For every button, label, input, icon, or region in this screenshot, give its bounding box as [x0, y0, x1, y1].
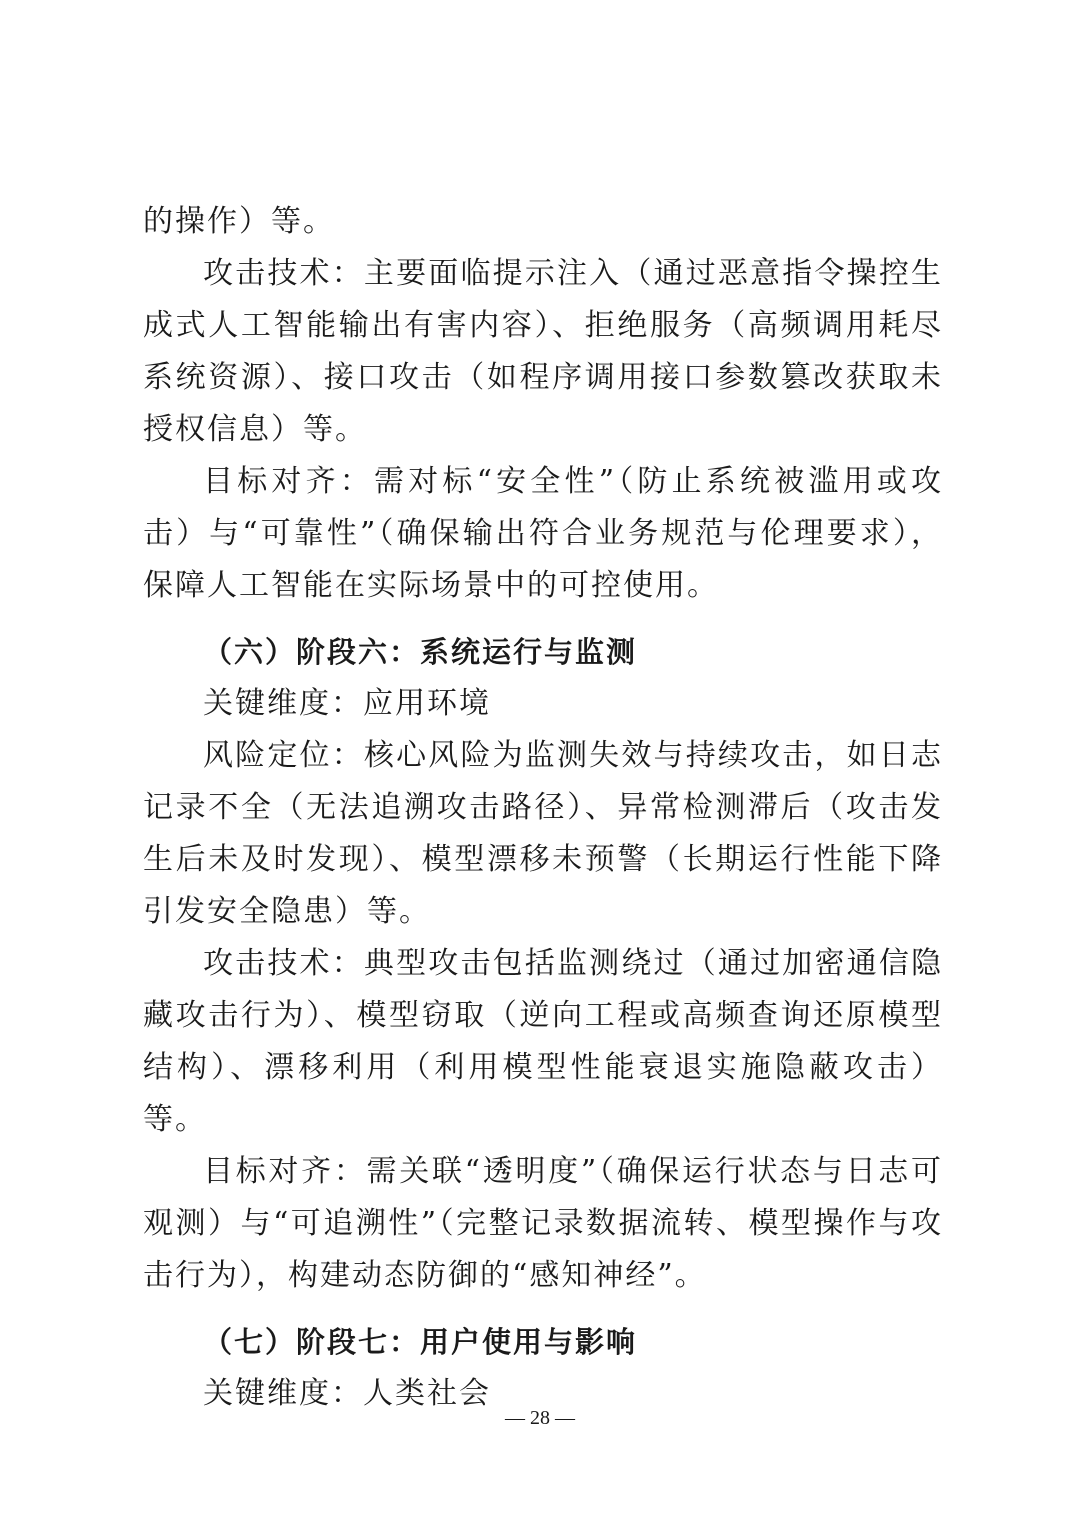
page-number: — 28 — [505, 1407, 575, 1429]
attack-techniques-paragraph: 攻击技术：主要面临提示注入（通过恶意指令操控生成式人工智能输出有害内容）、拒绝服务（高频调用耗尽系统资源）、接口攻击（如程序调用接口参数篡改获取未授权信息）等。 [143, 256, 943, 447]
section-six-key-dimension: 关键维度：应用环境 [203, 686, 491, 721]
continued-paragraph: 的操作）等。 [143, 204, 335, 239]
section-six-attack-techniques: 攻击技术：典型攻击包括监测绕过（通过加密通信隐藏攻击行为）、模型窃取（逆向工程或高频查询还原模型结构）、漂移利用（利用模型性能衰退实施隐蔽攻击）等。 [143, 946, 943, 1137]
section-six-goal-alignment: 目标对齐：需关联“透明度”（确保运行状态与日志可观测）与“可追溯性”（完整记录数据流转、模型操作与攻击行为），构建动态防御的“感知神经”。 [143, 1154, 943, 1293]
section-seven-heading: （七）阶段七：用户使用与影响 [203, 1325, 638, 1359]
document-body [143, 196, 943, 1420]
section-seven-key-dimension: 关键维度：人类社会 [203, 1376, 491, 1411]
section-six-heading: （六）阶段六：系统运行与监测 [203, 635, 638, 669]
section-spacer [143, 1302, 943, 1316]
section-spacer [143, 612, 943, 626]
goal-alignment-paragraph: 目标对齐：需对标“安全性”（防止系统被滥用或攻击）与“可靠性”（确保输出符合业务规范与伦理要求），保障人工智能在实际场景中的可控使用。 [143, 464, 943, 603]
section-six-risk-positioning: 风险定位：核心风险为监测失效与持续攻击，如日志记录不全（无法追溯攻击路径）、异常检测滞后（攻击发生后未及时发现）、模型漂移未预警（长期运行性能下降引发安全隐患）等。 [143, 738, 943, 929]
